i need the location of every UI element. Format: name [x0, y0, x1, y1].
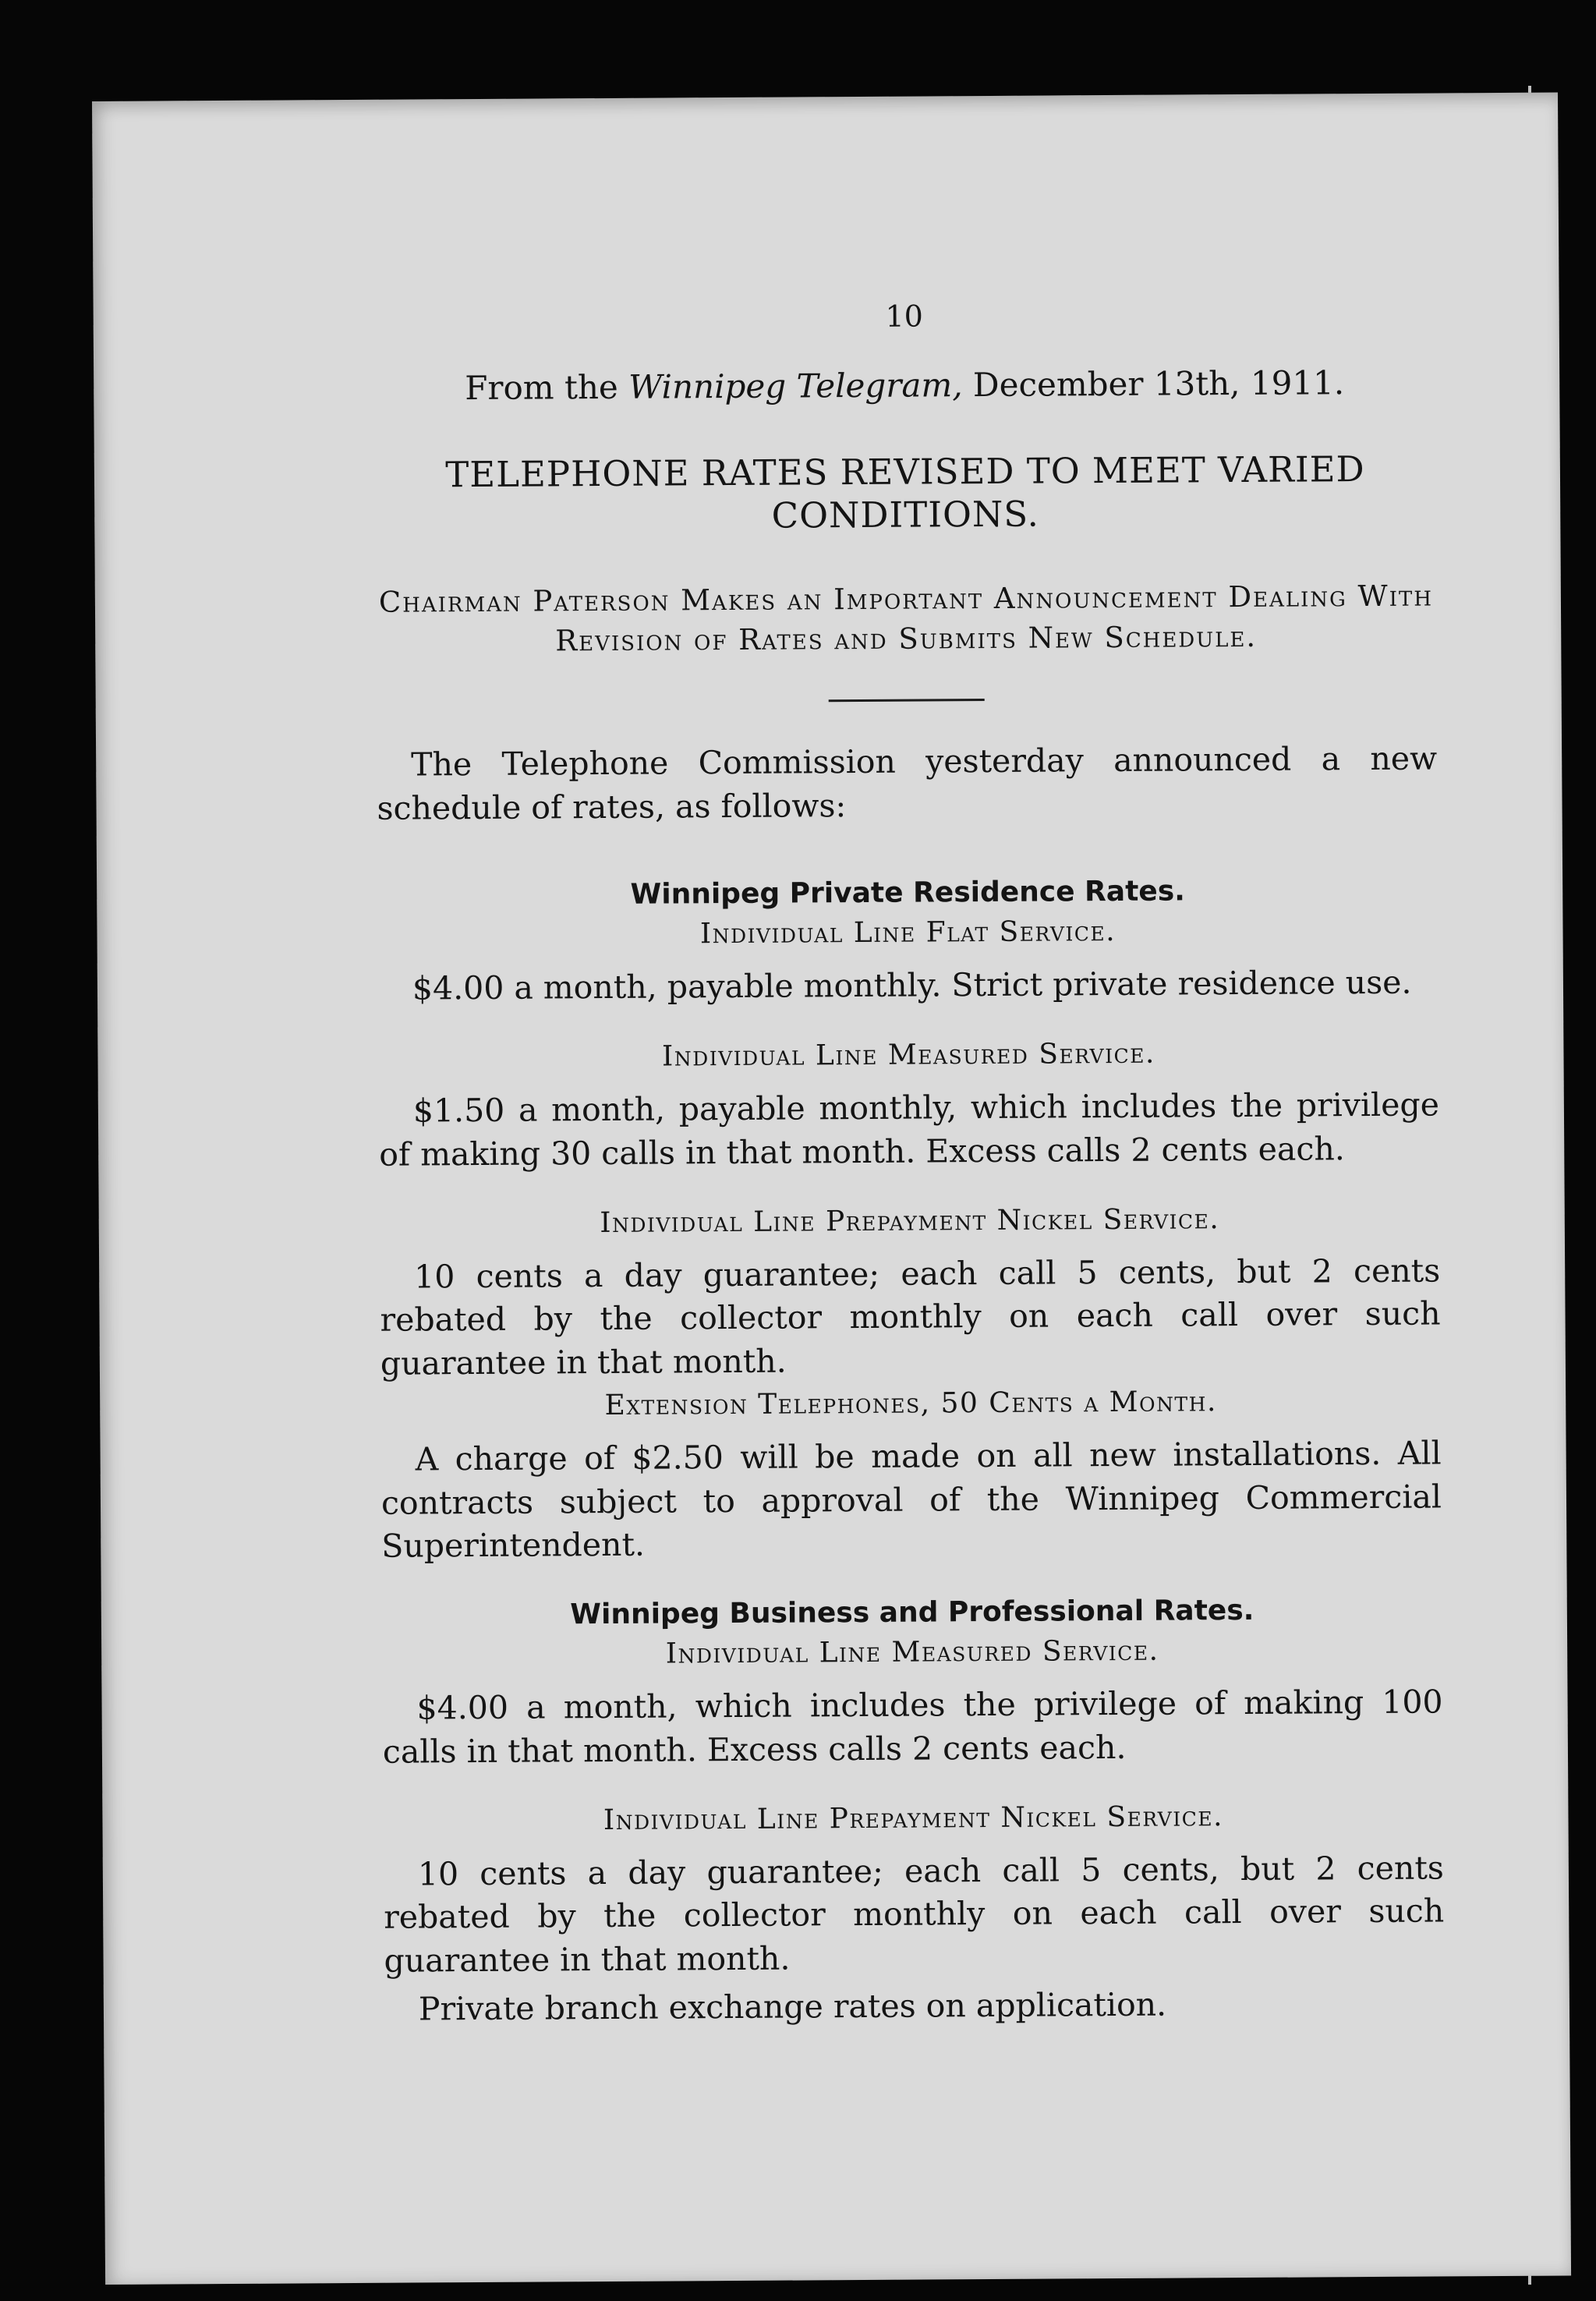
rate-title: Individual Line Prepayment Nickel Service.	[603, 1800, 1224, 1836]
intro-paragraph: The Telephone Commission yesterday announced a new schedule of rates, as follows:	[377, 739, 1438, 827]
divider-rule	[829, 699, 985, 702]
rate-text: 10 cents a day guarantee; each call 5 cents, but 2 cents rebated by the collector monthly on each call over such guarantee in that month.	[384, 1849, 1445, 1980]
rate-title: Individual Line Flat Service.	[699, 915, 1116, 950]
rate-text: $4.00 a month, payable monthly. Strict private residence use.	[412, 964, 1412, 1007]
source-prefix: From the	[465, 367, 629, 408]
page-content	[374, 296, 1446, 2062]
source-line	[374, 363, 1435, 407]
headline: TELEPHONE RATES REVISED TO MEET VARIED CONDITIONS.	[445, 448, 1365, 536]
subheadline: Chairman Paterson Makes an Important Announcement Dealing With Revision of Rates and Submits New Schedule.	[378, 579, 1434, 658]
rate-text: $1.50 a month, payable monthly, which includes the privilege of making 30 calls in that month. Excess calls 2 cents each.	[379, 1085, 1440, 1174]
rate-title: Extension Telephones, 50 Cents a Month.	[604, 1386, 1218, 1421]
source-date: December 13th, 1911.	[962, 363, 1345, 405]
section-title: Winnipeg Business and Professional Rates.	[570, 1595, 1255, 1631]
rate-text: $4.00 a month, which includes the privilege of making 100 calls in that month. Excess calls 2 cents each.	[382, 1683, 1443, 1771]
rate-title: Individual Line Prepayment Nickel Service.	[600, 1202, 1220, 1239]
book-page	[92, 93, 1571, 2285]
rate-title: Individual Line Measured Service.	[665, 1634, 1159, 1670]
section-business-professional	[382, 1594, 1445, 1984]
rate-text: 10 cents a day guarantee; each call 5 cents, but 2 cents rebated by the collector monthly on each call over such guarantee in that month.	[380, 1251, 1441, 1382]
section-private-residence	[377, 874, 1442, 1569]
closing-paragraph: Private branch exchange rates on application.	[418, 1985, 1167, 2028]
page-number: 10	[885, 299, 924, 334]
section-title: Winnipeg Private Residence Rates.	[630, 875, 1185, 912]
source-publication: Winnipeg Telegram,	[628, 366, 963, 406]
rate-text: A charge of $2.50 will be made on all new installations. All contracts subject to approval of the Winnipeg Commercial Superintendent.	[380, 1434, 1442, 1566]
rate-title: Individual Line Measured Service.	[661, 1037, 1155, 1073]
